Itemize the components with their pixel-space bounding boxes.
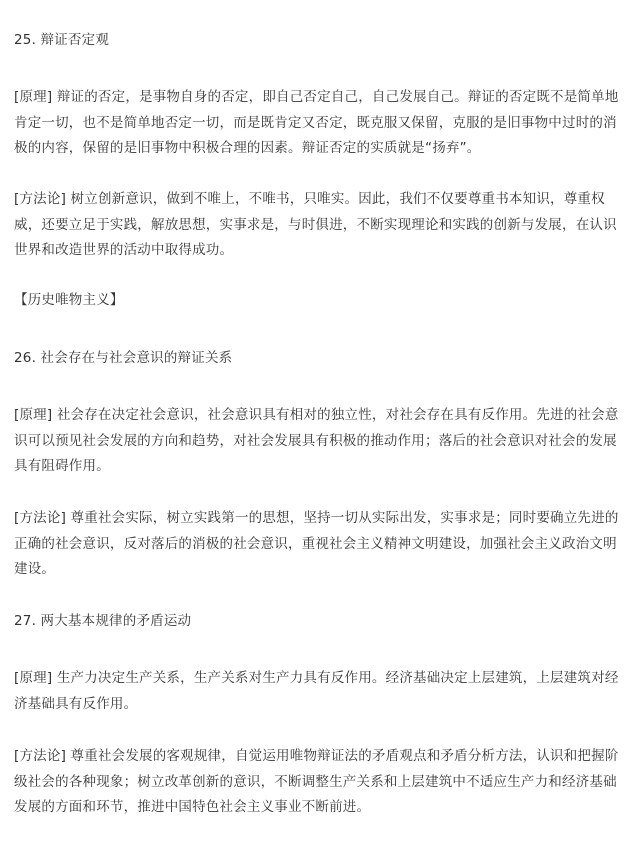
principle-paragraph-26: [14, 403, 626, 480]
section-heading-historical-materialism: 【历史唯物主义】: [14, 292, 124, 308]
principle-tag: [原理]: [14, 89, 53, 105]
principle-tag: [原理]: [14, 407, 53, 423]
method-text: 尊重社会实际，树立实践第一的思想，坚持一切从实际出发，实事求是；同时要确立先进的正确的社会意识，反对落后的消极的社会意识，重视社会主义精神文明建设，加强社会主义政治文明建设。: [14, 510, 619, 577]
method-tag: [方法论]: [14, 748, 67, 764]
method-text: 尊重社会发展的客观规律，自觉运用唯物辩证法的矛盾观点和矛盾分析方法，认识和把握阶级社会的各种现象；树立改革创新的意识，不断调整生产关系和上层建筑中不适应生产力和经济基础发展的方面和环节，推进中国特色社会主义事业不断前进。: [14, 748, 619, 815]
section-heading-26: 26. 社会存在与社会意识的辩证关系: [14, 350, 233, 366]
method-tag: [方法论]: [14, 191, 67, 207]
principle-paragraph-25: [14, 85, 626, 162]
principle-text: 辩证的否定，是事物自身的否定，即自己否定自己，自己发展自己。辩证的否定既不是简单地肯定一切，也不是简单地否定一切，而是既肯定又否定，既克服又保留，克服的是旧事物中过时的消极的内容，保留的是旧事物中积极合理的因素。辩证否定的实质就是“扬弃”。: [14, 89, 619, 156]
method-tag: [方法论]: [14, 510, 67, 526]
principle-text: 生产力决定生产关系，生产关系对生产力具有反作用。经济基础决定上层建筑，上层建筑对经济基础具有反作用。: [14, 670, 619, 712]
principle-paragraph-27: [14, 666, 626, 717]
method-paragraph-26: [14, 506, 626, 583]
method-paragraph-27: [14, 744, 626, 821]
principle-tag: [原理]: [14, 670, 53, 686]
method-paragraph-25: [14, 187, 626, 264]
method-text: 树立创新意识，做到不唯上，不唯书，只唯实。因此，我们不仅要尊重书本知识，尊重权威，还要立足于实践，解放思想，实事求是，与时俱进，不断实现理论和实践的创新与发展，在认识世界和改造世界的活动中取得成功。: [14, 191, 617, 258]
principle-text: 社会存在决定社会意识，社会意识具有相对的独立性，对社会存在具有反作用。先进的社会意识可以预见社会发展的方向和趋势，对社会发展具有积极的推动作用；落后的社会意识对社会的发展具有阻碍作用。: [14, 407, 619, 474]
section-heading-27: 27. 两大基本规律的矛盾运动: [14, 613, 192, 629]
section-heading-25: 25. 辩证否定观: [14, 32, 110, 48]
